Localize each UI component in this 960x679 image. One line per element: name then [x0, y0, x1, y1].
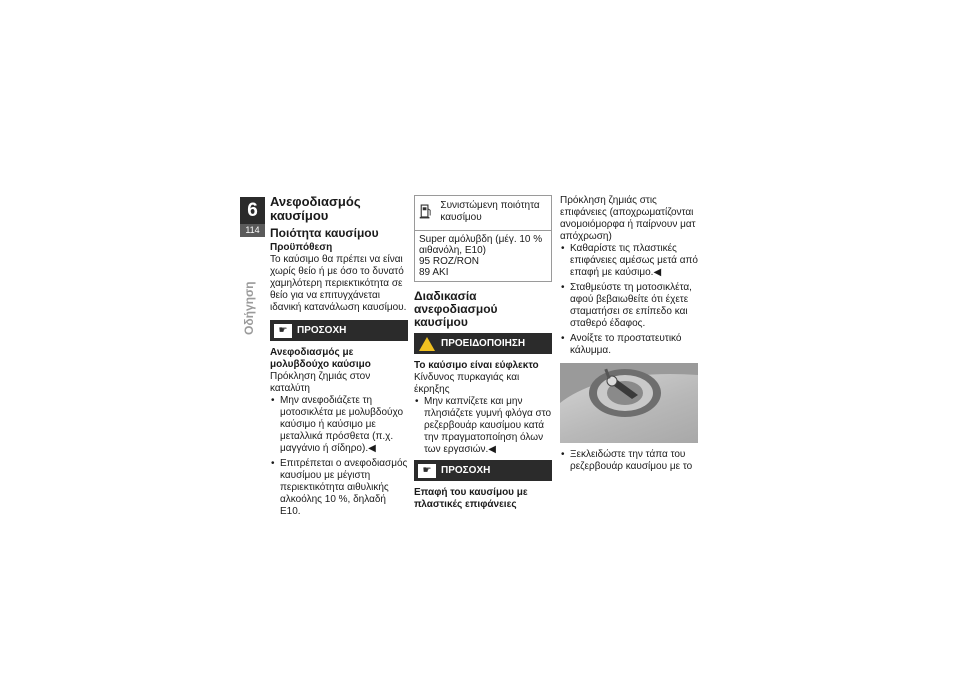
- fuel-cap-illustration: [560, 363, 698, 443]
- caution-label: ΠΡΟΣΟΧΗ: [441, 464, 491, 476]
- caution-banner: [414, 460, 552, 481]
- bullet-list: [414, 396, 552, 456]
- section-heading: Ποιότητα καυσίμου: [270, 226, 379, 240]
- spec-label: Συνιστώμενη ποιότητα καυσίμου: [440, 200, 540, 223]
- paragraph: Το καύσιμο θα πρέπει να είναι χωρίς θείο ή με όσο το δυνατό χαμηλότερη περιεκτικότητα σε θείο για να επιτυγχάνεται ιδανική κατανάλωση καυσίμου.: [270, 254, 407, 313]
- caution-title: Επαφή του καυσίμου με πλαστικές επιφάνειες: [414, 487, 528, 510]
- column-3: [560, 195, 700, 476]
- list-item: • Καθαρίστε τις πλαστικές επιφάνειες αμέσως μετά από επαφή με καύσιμο.◀: [560, 243, 700, 279]
- section-heading: Διαδικασία ανεφοδιασμού καυσίμου: [414, 289, 498, 329]
- subheading: Προϋπόθεση: [270, 242, 333, 253]
- bullet-list: [560, 449, 700, 473]
- caution-banner: [270, 320, 408, 341]
- list-item: • Σταθμεύστε τη μοτοσικλέτα, αφού βεβαιωθείτε ότι έχετε σταματήσει σε επίπεδο και σταθερό έδαφος.: [560, 282, 700, 330]
- chapter-number: 6: [240, 197, 265, 224]
- list-item: • Μην ανεφοδιάζετε τη μοτοσικλέτα με μολυβδούχο καύσιμο ή καύσιμο με μεταλλικά πρόσθετα (π.χ. μαγγάνιο ή σίδηρο).◀: [270, 395, 408, 455]
- page-title: Ανεφοδιασμός καυσίμου: [270, 194, 361, 223]
- bullet-list: [560, 243, 700, 357]
- column-2: [414, 195, 552, 511]
- caution-label: ΠΡΟΣΟΧΗ: [297, 324, 347, 336]
- fuel-spec-box: [414, 195, 552, 282]
- hand-icon: ☛: [274, 324, 292, 338]
- warning-banner: [414, 333, 552, 354]
- spec-line: 95 ROZ/RON: [419, 256, 480, 267]
- warning-title: Ανεφοδιασμός με μολυβδούχο καύσιμο: [270, 347, 371, 370]
- warning-text: Πρόκληση ζημιάς στον καταλύτη: [270, 371, 371, 394]
- fuel-pump-icon: [419, 200, 432, 222]
- warning-label: ΠΡΟΕΙΔΟΠΟΙΗΣΗ: [441, 337, 526, 349]
- warning-triangle-icon: [419, 337, 435, 351]
- spec-line: Super αμόλυβδη (μέγ. 10 % αιθανόλη, E10): [419, 234, 543, 256]
- spec-values: [415, 231, 551, 281]
- bullet-list: [270, 395, 408, 518]
- page-number: 114: [240, 224, 265, 237]
- warning-text: Κίνδυνος πυρκαγιάς και έκρηξης: [414, 372, 520, 395]
- column-1: [270, 195, 408, 521]
- list-item: • Ξεκλειδώστε την τάπα του ρεζερβουάρ καυσίμου με το: [560, 449, 700, 473]
- hand-icon: ☛: [418, 464, 436, 478]
- fuel-cap-photo: [560, 363, 698, 443]
- paragraph: Πρόκληση ζημιάς στις επιφάνειες (αποχρωματίζονται ανομοιόμορφα ή παίρνουν ματ απόχρωση): [560, 195, 696, 242]
- section-label: Οδήγηση: [242, 281, 256, 335]
- spec-header: [415, 196, 551, 231]
- list-item: • Μην καπνίζετε και μην πλησιάζετε γυμνή φλόγα στο ρεζερβουάρ καυσίμου κατά την πραγματοποίηση όλων των εργασιών.◀: [414, 396, 552, 456]
- list-item: • Επιτρέπεται ο ανεφοδιασμός καυσίμου με μέγιστη περιεκτικότητα αιθυλικής αλκοόλης 10 %, δηλαδή E10.: [270, 458, 408, 518]
- warning-title: Το καύσιμο είναι εύφλεκτο: [414, 360, 539, 371]
- chapter-marker: [240, 197, 265, 237]
- list-item: • Ανοίξτε το προστατευτικό κάλυμμα.: [560, 333, 700, 357]
- spec-line: 89 AKI: [419, 267, 449, 278]
